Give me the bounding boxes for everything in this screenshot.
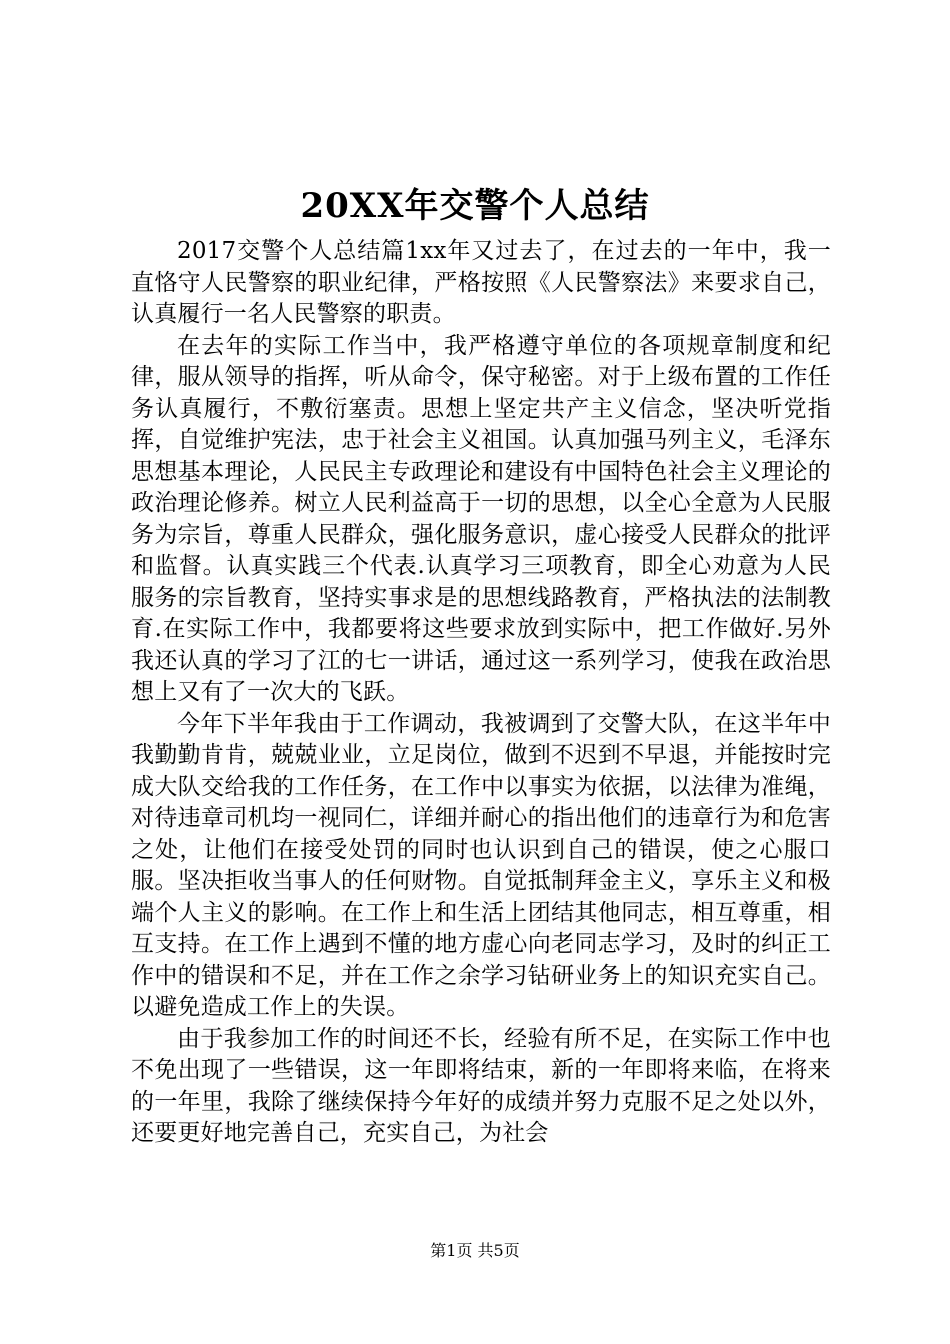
- paragraph: 今年下半年我由于工作调动，我被调到了交警大队，在这半年中我勤勤肯肯，兢兢业业，立足岗位，做到不迟到不早退，并能按时完成大队交给我的工作任务，在工作中以事实为依据，以法律为准绳，对待违章司机均一视同仁，详细并耐心的指出他们的违章行为和危害之处，让他们在接受处罚的同时也认识到自己的错误，使之心服口服。坚决拒收当事人的任何财物。自觉抵制拜金主义，享乐主义和极端个人主义的影响。在工作上和生活上团结其他同志，相互尊重，相互支持。在工作上遇到不懂的地方虚心向老同志学习，及时的纠正工作中的错误和不足，并在工作之余学习钻研业务上的知识充实自己。以避免造成工作上的失误。: [131, 710, 831, 1020]
- page-footer: 第1页 共5页: [430, 1241, 520, 1260]
- document-title: 20XX年交警个人总结: [300, 186, 650, 226]
- document-body: [131, 236, 831, 1150]
- paragraph: 2017交警个人总结篇1xx年又过去了，在过去的一年中，我一直恪守人民警察的职业纪律，严格按照《人民警察法》来要求自己，认真履行一名人民警察的职责。: [131, 238, 831, 327]
- paragraph: 在去年的实际工作当中，我严格遵守单位的各项规章制度和纪律，服从领导的指挥，听从命令，保守秘密。对于上级布置的工作任务认真履行，不敷衍塞责。思想上坚定共产主义信念，坚决听党指挥，自觉维护宪法，忠于社会主义祖国。认真加强马列主义，毛泽东思想基本理论，人民民主专政理论和建设有中国特色社会主义理论的政治理论修养。树立人民利益高于一切的思想，以全心全意为人民服务为宗旨，尊重人民群众，强化服务意识，虚心接受人民群众的批评和监督。认真实践三个代表.认真学习三项教育，即全心劝意为人民服务的宗旨教育，坚持实事求是的思想线路教育，严格执法的法制教育.在实际工作中，我都要将这些要求放到实际中，把工作做好.另外我还认真的学习了江的七一讲话，通过这一系列学习，使我在政治思想上又有了一次大的飞跃。: [131, 332, 831, 705]
- paragraph: 由于我参加工作的时间还不长，经验有所不足，在实际工作中也不免出现了一些错误，这一年即将结束，新的一年即将来临，在将来的一年里，我除了继续保持今年好的成绩并努力克服不足之处以外，还要更好地完善自己，充实自己，为社会: [131, 1025, 831, 1146]
